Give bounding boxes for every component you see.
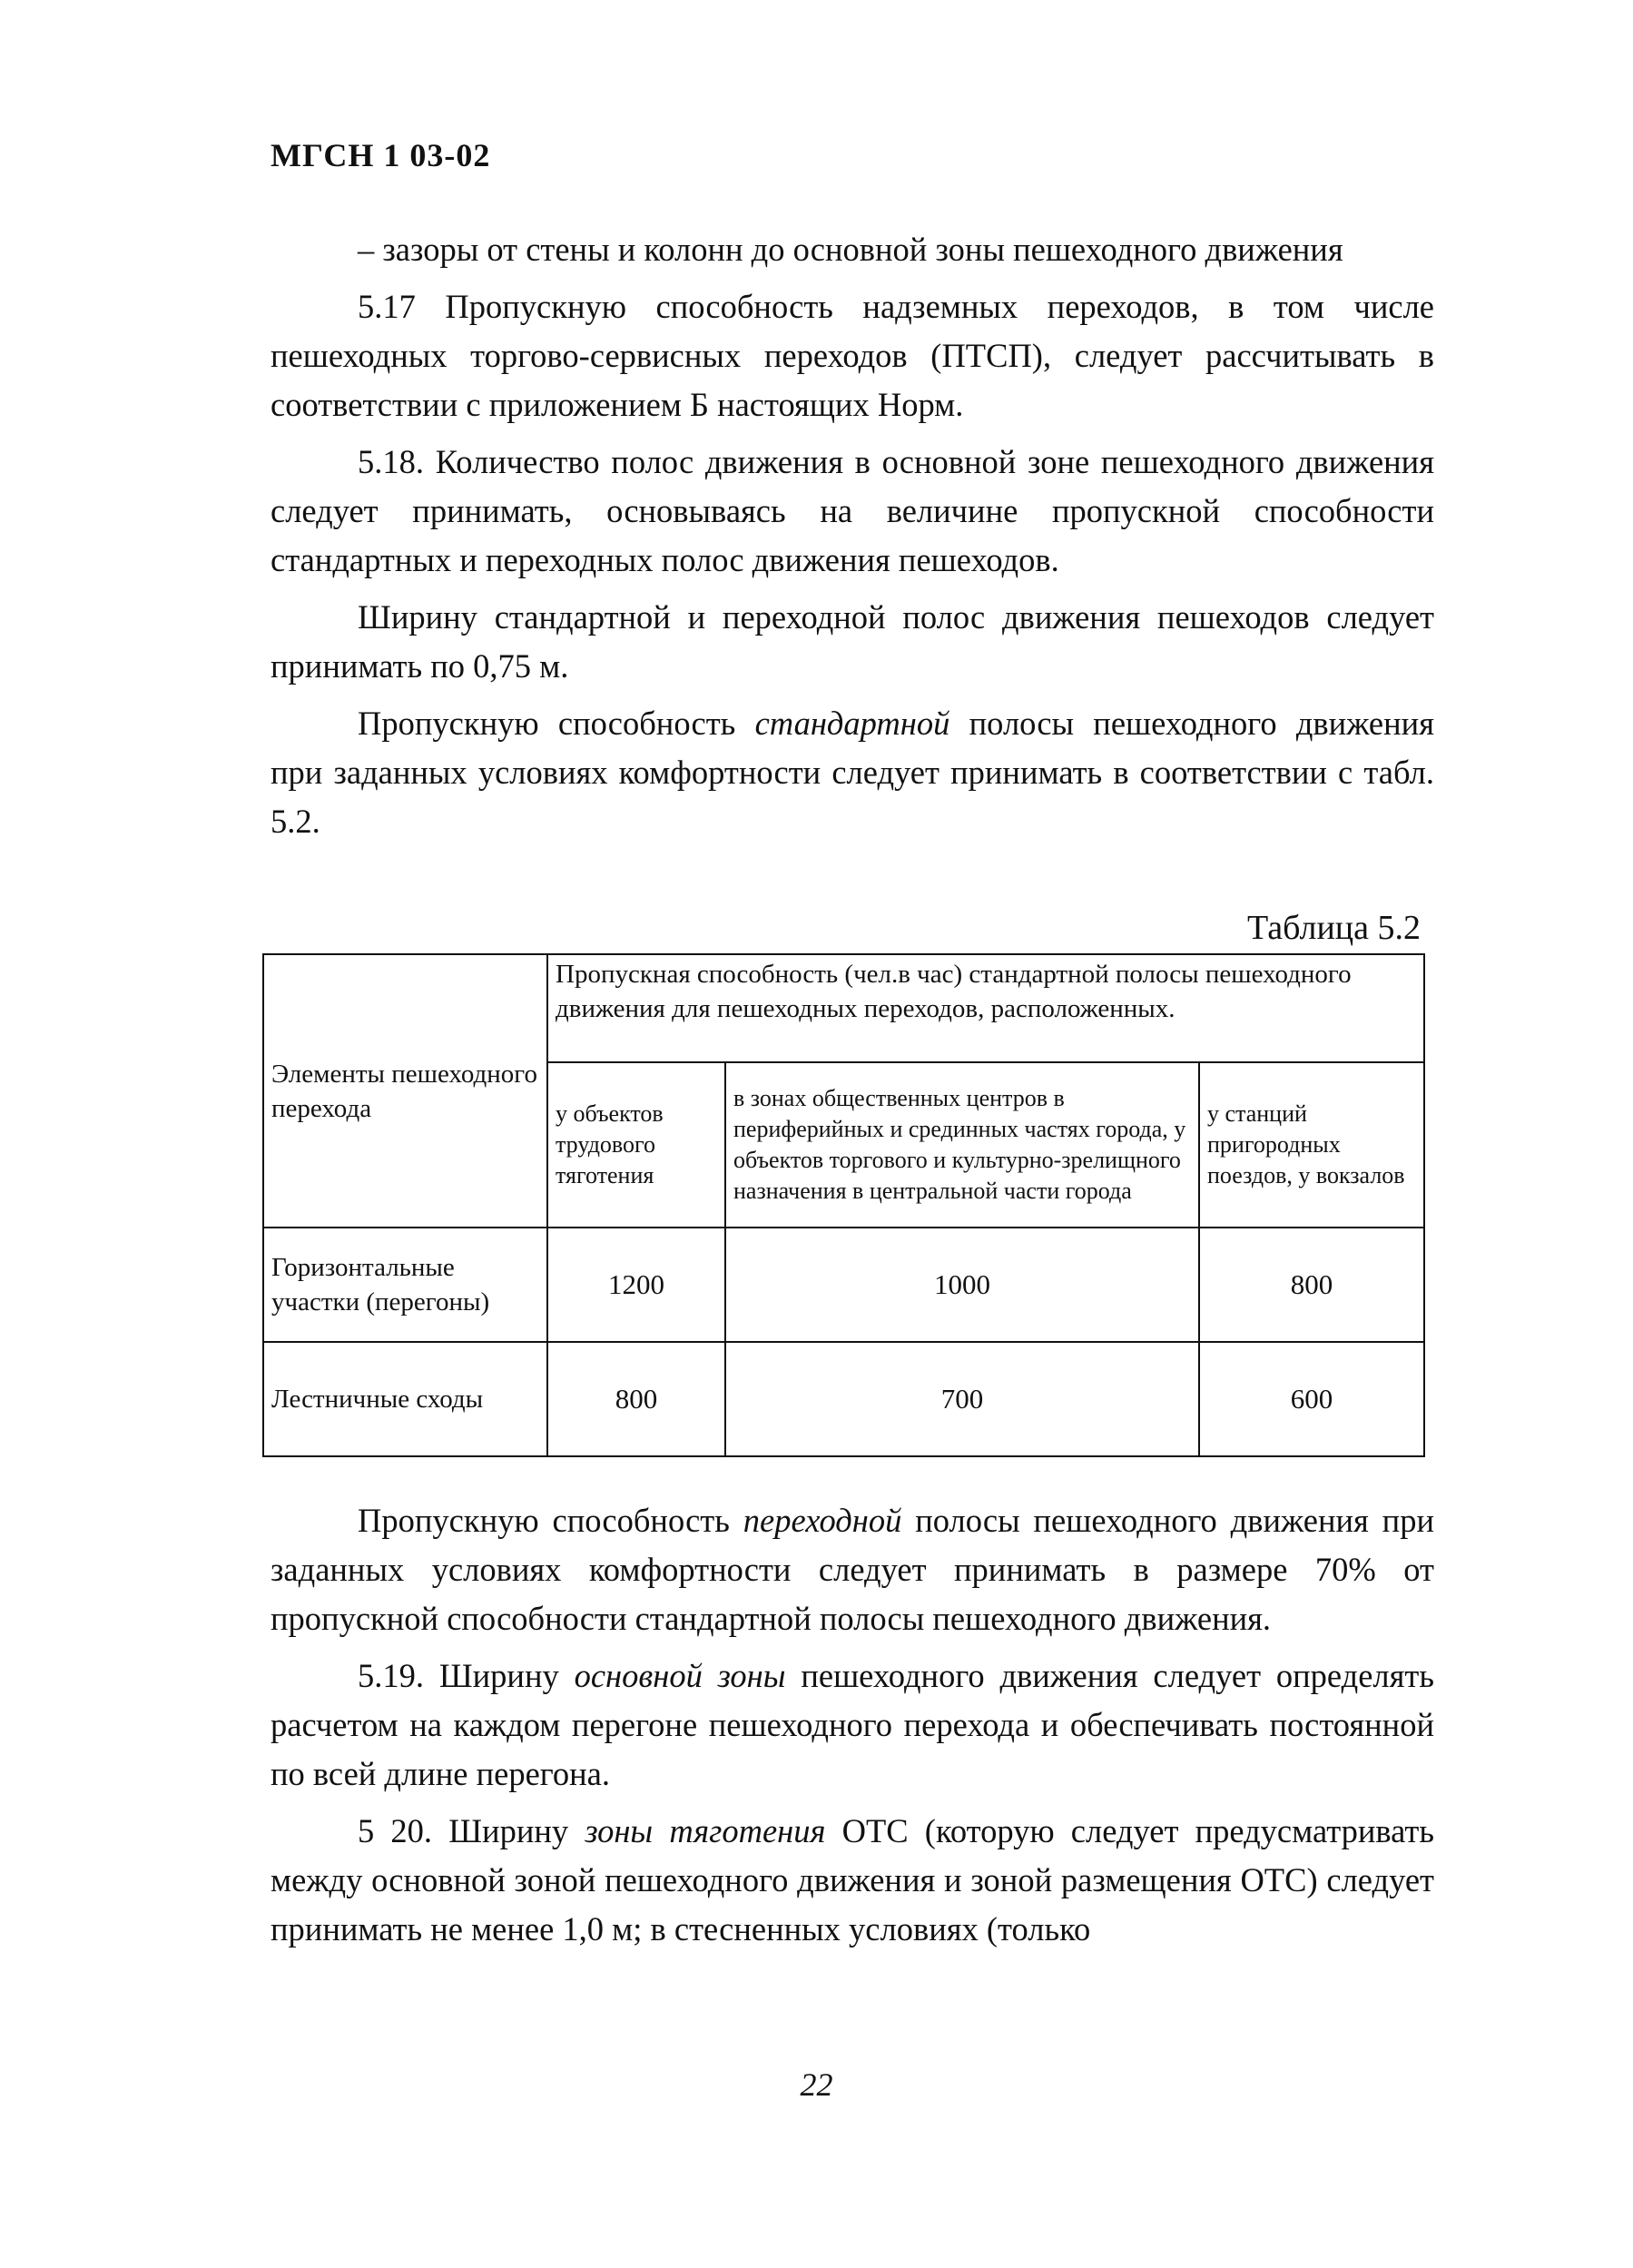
emphasis: основной зоны [574,1657,786,1694]
row-label: Горизонтальные участки (перегоны) [263,1228,547,1341]
table-cell: 800 [1199,1228,1424,1341]
capacity-table [262,953,1425,1457]
header-elements: Элементы пешеходного перехода [263,954,547,1228]
text-run: полосы пешеходного движения при заданных условиях комфортности следует принимать в размере 70% от пропускной способности стандартной полосы пешеходного движения. [271,1502,1434,1637]
document-code-header: МГСН 1 03-02 [271,137,491,173]
emphasis: зоны тяготения [585,1812,826,1849]
row-label: Лестничные сходы [263,1342,547,1456]
table-cell: 800 [547,1342,725,1456]
text-run: пешеходного движения следует определять расчетом на каждом перегоне пешеходного перехода и обеспечивать постоянной по всей длине перегона. [271,1657,1434,1792]
table-caption: Таблица 5.2 [1246,909,1421,947]
text-run: 5 20. Ширину [358,1812,585,1849]
table-header-row [263,954,1424,1062]
text-run: Пропускную способность [358,1502,743,1539]
text-run: полосы пешеходного движения при заданных условиях комфортности следует принимать в соответствии с табл. 5.2. [271,705,1434,840]
table-cell: 1000 [725,1228,1199,1341]
table-row [263,1342,1424,1456]
table-cell: 600 [1199,1342,1424,1456]
paragraph-transition-capacity [271,1496,1434,1643]
body-text-bottom [271,1496,1434,1962]
body-text-top [271,225,1434,854]
paragraph-5-20 [271,1807,1434,1954]
text-run: ОТС (которую следует предусматривать между основной зоной пешеходного движения и зоной размещения ОТС) следует принимать не менее 1,0 м; в стесненных условиях (только [271,1812,1434,1948]
header-group-capacity: Пропускная способность (чел.в час) стандартной полосы пешеходного движения для пешеходных переходов, расположенных. [547,954,1424,1062]
page-number: 22 [800,2066,833,2103]
table-cell: 1200 [547,1228,725,1341]
table-cell: 700 [725,1342,1199,1456]
paragraph-5-18: 5.18. Количество полос движения в основной зоне пешеходного движения следует принимать, основываясь на величине пропускной способности стандартных и переходных полос движения пешеходов. [271,443,1434,578]
table-row [263,1228,1424,1341]
text-run: Пропускную способность [358,705,755,742]
paragraph-standard-capacity [271,699,1434,846]
paragraph: – зазоры от стены и колонн до основной зоны пешеходного движения [358,231,1343,268]
subheader-stations: у станций пригородных поездов, у вокзалов [1199,1062,1424,1228]
paragraph-lane-width: Ширину стандартной и переходной полос движения пешеходов следует принимать по 0,75 м. [271,598,1434,685]
emphasis: переходной [743,1502,902,1539]
paragraph-5-19 [271,1652,1434,1799]
subheader-public-centers: в зонах общественных центров в периферийных и срединных частях города, у объектов торгового и культурно-зрелищного назначения в центральной части города [725,1062,1199,1228]
paragraph-5-17: 5.17 Пропускную способность надземных переходов, в том числе пешеходных торгово-сервисных переходов (ПТСП), следует рассчитывать в соответствии с приложением Б настоящих Норм. [271,288,1434,423]
subheader-labor-objects: у объектов трудового тяготения [547,1062,725,1228]
emphasis: стандартной [754,705,950,742]
text-run: 5.19. Ширину [358,1657,575,1694]
